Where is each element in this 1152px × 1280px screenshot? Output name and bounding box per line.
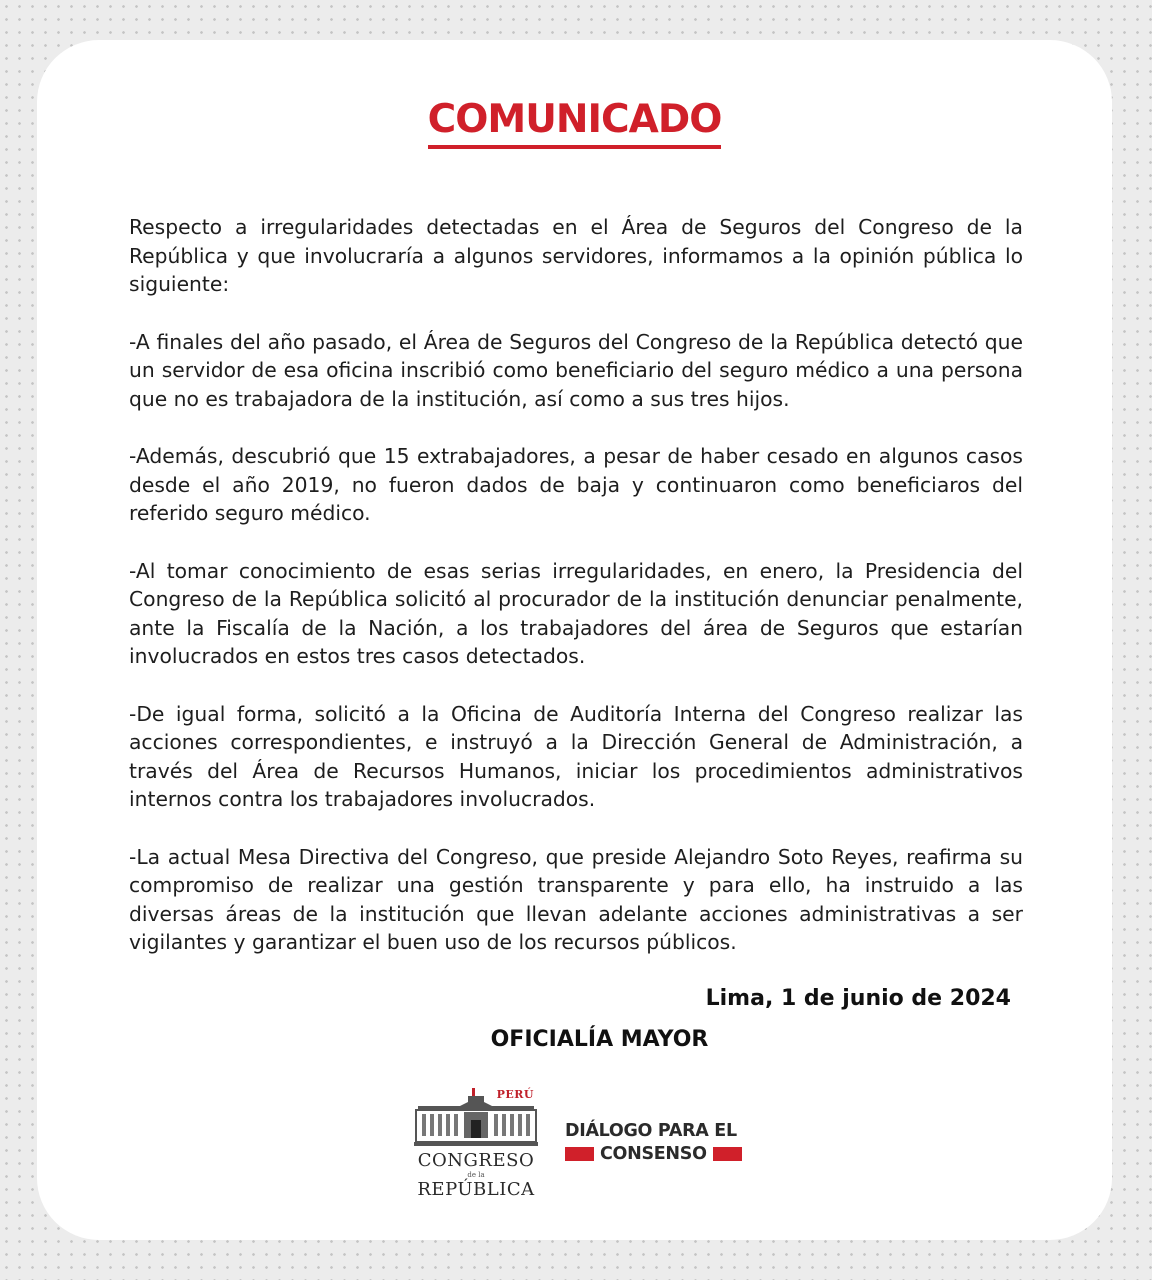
logo-congreso-line2: de la — [467, 1171, 485, 1179]
logo-dialogo-line2: CONSENSO — [600, 1144, 707, 1164]
red-bar-right — [713, 1147, 742, 1161]
communique-card — [37, 40, 1112, 1240]
logo-country-label: PERÚ — [496, 1088, 534, 1101]
congreso-logo — [414, 1086, 538, 1206]
paragraph-1: -A finales del año pasado, el Área de Seguros del Congreso de la República detectó que un servidor de esa oficina inscribió como beneficiario del seguro médico a una persona que no es trabajadora de la institución, así como a sus tres hijos. — [129, 329, 1023, 411]
paragraph-4: -De igual forma, solicitó a la Oficina de Auditoría Interna del Congreso realizar las acciones correspondientes, e instruyó a la Dirección General de Administración, a través del Área de Recursos Humanos, iniciar los procedimientos administrativos internos contra los trabajadores involucrados. — [129, 701, 1023, 811]
page-title: COMUNICADO — [428, 100, 722, 149]
congress-building-icon — [414, 1086, 538, 1150]
logo-dialogo-line2-row — [565, 1144, 745, 1164]
signatory-office: OFICIALÍA MAYOR — [490, 1027, 709, 1052]
title-block — [37, 97, 1112, 149]
paragraph-intro: Respecto a irregularidades detectadas en el Área de Seguros del Congreso de la República y que involucraría a algunos servidores, informamos a la opinión pública lo siguiente: — [129, 215, 1023, 296]
logo-dialogo-line1: DIÁLOGO PARA EL — [565, 1121, 737, 1141]
paragraph-3: -Al tomar conocimiento de esas serias irregularidades, en enero, la Presidencia del Congreso de la República solicitó al procurador de la institución denunciar penalmente, ante la Fiscalía de la Nación, a los trabajadores del área de Seguros que estarían involucrados en estos tres casos detectados. — [129, 558, 1023, 668]
logo-congreso-line3: REPÚBLICA — [417, 1179, 535, 1200]
communique-body — [129, 213, 1023, 986]
logo-congreso-line1: CONGRESO — [417, 1150, 535, 1171]
paragraph-2: -Además, descubrió que 15 extrabajadores, a pesar de haber cesado en algunos casos desde el año 2019, no fueron dados de baja y continuaron como beneficiaros del referido seguro médico. — [129, 444, 1023, 525]
paragraph-5: -La actual Mesa Directiva del Congreso, que preside Alejandro Soto Reyes, reafirma su compromiso de realizar una gestión transparente y para ello, ha instruido a las diversas áreas de la institución que llevan adelante acciones administrativas a ser vigilantes y garantizar el buen uso de los recursos públicos. — [129, 844, 1023, 954]
date-line: Lima, 1 de junio de 2024 — [705, 986, 1011, 1011]
red-bar-left — [565, 1147, 594, 1161]
dialogo-consenso-logo — [565, 1120, 745, 1164]
